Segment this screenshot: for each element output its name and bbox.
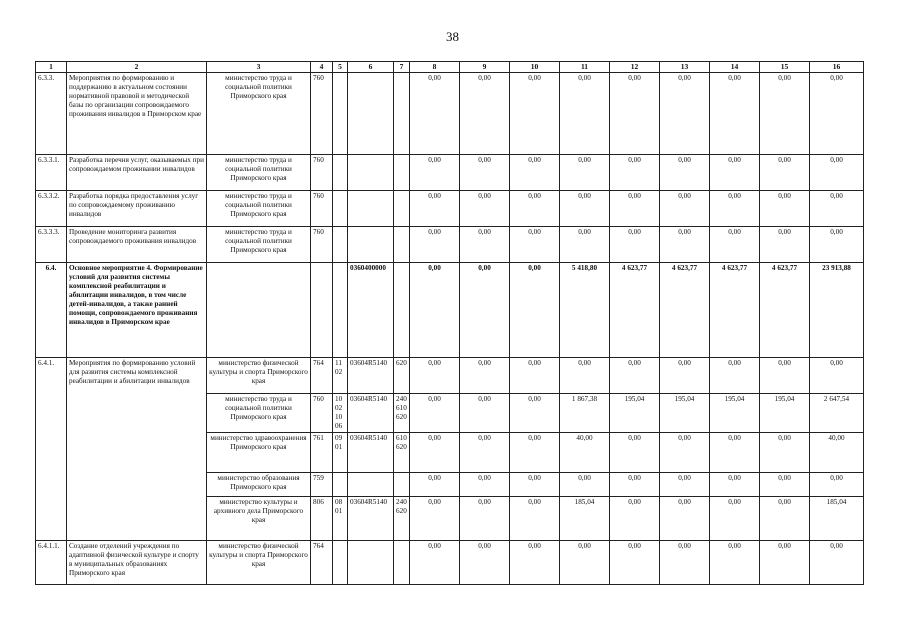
- amount-cell: 0,00: [710, 433, 760, 473]
- header-cell: 6: [348, 62, 394, 73]
- amount-cell: 0,00: [460, 433, 510, 473]
- row-number-cell: 6.3.3.: [36, 73, 67, 155]
- code-section-cell: [333, 191, 348, 227]
- amount-cell: 40,00: [560, 433, 610, 473]
- amount-cell: 0,00: [660, 191, 710, 227]
- amount-cell: 0,00: [560, 227, 610, 263]
- code-grbs-cell: 759: [311, 473, 333, 497]
- amount-cell: 0,00: [810, 358, 864, 394]
- code-expense-cell: [394, 227, 410, 263]
- row-number-cell: 6.3.3.2.: [36, 191, 67, 227]
- amount-cell: 0,00: [660, 73, 710, 155]
- code-grbs-cell: 760: [311, 155, 333, 191]
- amount-cell: 0,00: [760, 191, 810, 227]
- amount-cell: 40,00: [810, 433, 864, 473]
- code-target-cell: 03604R5140: [348, 394, 394, 433]
- amount-cell: 0,00: [460, 263, 510, 358]
- header-cell: 10: [510, 62, 560, 73]
- amount-cell: 0,00: [510, 541, 560, 585]
- header-cell: 2: [67, 62, 207, 73]
- amount-cell: 0,00: [760, 433, 810, 473]
- amount-cell: 0,00: [660, 155, 710, 191]
- table-row: [36, 73, 864, 155]
- amount-cell: 0,00: [660, 541, 710, 585]
- executor-cell: министерство труда и социальной политики Приморского края: [207, 191, 311, 227]
- code-target-cell: [348, 227, 394, 263]
- code-target-cell: [348, 155, 394, 191]
- page-number: 38: [446, 29, 459, 44]
- amount-cell: 0,00: [510, 227, 560, 263]
- amount-cell: 0,00: [460, 358, 510, 394]
- amount-cell: 0,00: [660, 433, 710, 473]
- code-section-cell: 0801: [333, 497, 348, 541]
- table-header-row: [36, 62, 864, 73]
- code-grbs-cell: 760: [311, 191, 333, 227]
- code-grbs-cell: [311, 263, 333, 358]
- amount-cell: 0,00: [510, 497, 560, 541]
- code-section-cell: 0901: [333, 433, 348, 473]
- executor-cell: министерство труда и социальной политики Приморского края: [207, 394, 311, 433]
- code-target-cell: [348, 191, 394, 227]
- header-cell: 1: [36, 62, 67, 73]
- row-number-cell: 6.4.1.1.: [36, 541, 67, 585]
- code-expense-cell: 610 620: [394, 433, 410, 473]
- code-target-cell: [348, 473, 394, 497]
- amount-cell: 0,00: [460, 394, 510, 433]
- amount-cell: 0,00: [810, 191, 864, 227]
- amount-cell: 0,00: [410, 155, 460, 191]
- activity-name-cell: Разработка перечня услуг, оказываемых при сопровождаемом проживании инвалидов: [67, 155, 207, 191]
- row-number-cell: 6.3.3.1.: [36, 155, 67, 191]
- amount-cell: 195,04: [610, 394, 660, 433]
- amount-cell: 0,00: [510, 473, 560, 497]
- amount-cell: 0,00: [410, 473, 460, 497]
- executor-cell: министерство труда и социальной политики Приморского края: [207, 227, 311, 263]
- amount-cell: 0,00: [710, 73, 760, 155]
- amount-cell: 0,00: [410, 73, 460, 155]
- amount-cell: 5 418,80: [560, 263, 610, 358]
- amount-cell: 0,00: [560, 541, 610, 585]
- amount-cell: 4 623,77: [660, 263, 710, 358]
- activity-name-cell: Проведение мониторинга развития сопровождаемого проживания инвалидов: [67, 227, 207, 263]
- amount-cell: 0,00: [610, 191, 660, 227]
- amount-cell: 0,00: [810, 73, 864, 155]
- amount-cell: 0,00: [460, 155, 510, 191]
- amount-cell: 0,00: [610, 155, 660, 191]
- code-grbs-cell: 760: [311, 227, 333, 263]
- amount-cell: 0,00: [510, 394, 560, 433]
- code-expense-cell: [394, 473, 410, 497]
- table-row: [36, 358, 864, 394]
- header-cell: 11: [560, 62, 610, 73]
- amount-cell: 0,00: [760, 473, 810, 497]
- executor-cell: министерство труда и социальной политики Приморского края: [207, 73, 311, 155]
- header-cell: 13: [660, 62, 710, 73]
- header-cell: 7: [394, 62, 410, 73]
- amount-cell: 0,00: [510, 358, 560, 394]
- activity-name-cell: Мероприятия по формированию условий для развития системы комплексной реабилитации и абилитации инвалидов: [67, 358, 207, 541]
- header-cell: 15: [760, 62, 810, 73]
- amount-cell: 0,00: [510, 73, 560, 155]
- amount-cell: 0,00: [760, 497, 810, 541]
- amount-cell: 0,00: [760, 155, 810, 191]
- code-target-cell: 03604R5140: [348, 497, 394, 541]
- row-number-cell: 6.3.3.3.: [36, 227, 67, 263]
- amount-cell: 195,04: [710, 394, 760, 433]
- amount-cell: 0,00: [710, 541, 760, 585]
- code-section-cell: 1002 1006: [333, 394, 348, 433]
- code-grbs-cell: 760: [311, 73, 333, 155]
- amount-cell: 4 623,77: [610, 263, 660, 358]
- activity-name-cell: Мероприятия по формированию и поддержанию в актуальном состоянии нормативной правовой и методической базы по организации сопровождаемого проживания инвалидов в Приморском крае: [67, 73, 207, 155]
- amount-cell: 0,00: [510, 433, 560, 473]
- code-section-cell: [333, 73, 348, 155]
- amount-cell: 1 867,38: [560, 394, 610, 433]
- amount-cell: 0,00: [710, 155, 760, 191]
- amount-cell: 0,00: [460, 473, 510, 497]
- amount-cell: 0,00: [710, 473, 760, 497]
- header-cell: 5: [333, 62, 348, 73]
- amount-cell: 0,00: [460, 497, 510, 541]
- table-row: [36, 191, 864, 227]
- amount-cell: 0,00: [460, 541, 510, 585]
- amount-cell: 185,04: [560, 497, 610, 541]
- code-grbs-cell: 806: [311, 497, 333, 541]
- amount-cell: 0,00: [560, 358, 610, 394]
- code-grbs-cell: 761: [311, 433, 333, 473]
- amount-cell: 0,00: [460, 191, 510, 227]
- amount-cell: 0,00: [410, 358, 460, 394]
- amount-cell: 4 623,77: [710, 263, 760, 358]
- header-cell: 9: [460, 62, 510, 73]
- amount-cell: 0,00: [560, 73, 610, 155]
- row-number-cell: 6.4.: [36, 263, 67, 358]
- budget-table: [35, 61, 864, 585]
- amount-cell: 0,00: [710, 358, 760, 394]
- amount-cell: 0,00: [410, 541, 460, 585]
- amount-cell: 0,00: [660, 497, 710, 541]
- code-section-cell: 1102: [333, 358, 348, 394]
- amount-cell: 0,00: [810, 227, 864, 263]
- code-target-cell: 0360400000: [348, 263, 394, 358]
- executor-cell: министерство труда и социальной политики Приморского края: [207, 155, 311, 191]
- amount-cell: 0,00: [560, 191, 610, 227]
- code-expense-cell: 240 620: [394, 497, 410, 541]
- amount-cell: 0,00: [410, 191, 460, 227]
- code-expense-cell: [394, 263, 410, 358]
- executor-cell: [207, 263, 311, 358]
- code-section-cell: [333, 473, 348, 497]
- amount-cell: 0,00: [810, 155, 864, 191]
- amount-cell: 0,00: [610, 541, 660, 585]
- header-cell: 14: [710, 62, 760, 73]
- amount-cell: 0,00: [410, 263, 460, 358]
- activity-name-cell: Основное мероприятие 4. Формирование условий для развития системы комплексной реабилитации и абилитации инвалидов, в том числе детей-инвалидов, а также ранней помощи, сопровождаемого проживания инвалидов в Приморском крае: [67, 263, 207, 358]
- amount-cell: 185,04: [810, 497, 864, 541]
- amount-cell: 0,00: [560, 473, 610, 497]
- header-cell: 12: [610, 62, 660, 73]
- amount-cell: 4 623,77: [760, 263, 810, 358]
- activity-name-cell: Разработка порядка предоставления услуг по сопровождаемому проживанию инвалидов: [67, 191, 207, 227]
- table-row: [36, 263, 864, 358]
- code-expense-cell: [394, 73, 410, 155]
- code-grbs-cell: 764: [311, 358, 333, 394]
- code-section-cell: [333, 541, 348, 585]
- amount-cell: 0,00: [710, 227, 760, 263]
- executor-cell: министерство культуры и архивного дела Приморского края: [207, 497, 311, 541]
- amount-cell: 0,00: [460, 73, 510, 155]
- code-expense-cell: [394, 191, 410, 227]
- code-target-cell: [348, 73, 394, 155]
- amount-cell: 0,00: [610, 358, 660, 394]
- amount-cell: 0,00: [410, 497, 460, 541]
- code-section-cell: [333, 263, 348, 358]
- code-expense-cell: [394, 155, 410, 191]
- amount-cell: 195,04: [760, 394, 810, 433]
- amount-cell: 0,00: [760, 227, 810, 263]
- table-row: [36, 227, 864, 263]
- amount-cell: 0,00: [610, 73, 660, 155]
- header-cell: 8: [410, 62, 460, 73]
- table-row: [36, 541, 864, 585]
- code-expense-cell: 620: [394, 358, 410, 394]
- amount-cell: 23 913,88: [810, 263, 864, 358]
- amount-cell: 195,04: [660, 394, 710, 433]
- header-cell: 16: [810, 62, 864, 73]
- code-expense-cell: 240 610 620: [394, 394, 410, 433]
- amount-cell: 0,00: [660, 358, 710, 394]
- code-target-cell: 03604R5140: [348, 433, 394, 473]
- header-cell: 3: [207, 62, 311, 73]
- executor-cell: министерство физической культуры и спорта Приморского края: [207, 358, 311, 394]
- code-target-cell: [348, 541, 394, 585]
- amount-cell: 0,00: [710, 191, 760, 227]
- amount-cell: 0,00: [610, 473, 660, 497]
- amount-cell: 0,00: [760, 541, 810, 585]
- amount-cell: 0,00: [510, 191, 560, 227]
- amount-cell: 0,00: [410, 227, 460, 263]
- code-grbs-cell: 760: [311, 394, 333, 433]
- header-cell: 4: [311, 62, 333, 73]
- executor-cell: министерство здравоохранения Приморского края: [207, 433, 311, 473]
- amount-cell: 0,00: [460, 227, 510, 263]
- amount-cell: 0,00: [410, 394, 460, 433]
- amount-cell: 0,00: [710, 497, 760, 541]
- amount-cell: 0,00: [510, 263, 560, 358]
- code-grbs-cell: 764: [311, 541, 333, 585]
- code-section-cell: [333, 227, 348, 263]
- code-expense-cell: [394, 541, 410, 585]
- amount-cell: 0,00: [560, 155, 610, 191]
- table-row: [36, 155, 864, 191]
- amount-cell: 0,00: [760, 73, 810, 155]
- code-section-cell: [333, 155, 348, 191]
- amount-cell: 0,00: [610, 227, 660, 263]
- amount-cell: 0,00: [610, 497, 660, 541]
- amount-cell: 0,00: [760, 358, 810, 394]
- amount-cell: 2 647,54: [810, 394, 864, 433]
- activity-name-cell: Создание отделений учреждения по адаптивной физической культуре и спорту в муниципальных образованиях Приморского края: [67, 541, 207, 585]
- row-number-cell: 6.4.1.: [36, 358, 67, 541]
- amount-cell: 0,00: [610, 433, 660, 473]
- amount-cell: 0,00: [660, 227, 710, 263]
- amount-cell: 0,00: [810, 473, 864, 497]
- executor-cell: министерство физической культуры и спорта Приморского края: [207, 541, 311, 585]
- code-target-cell: 03604R5140: [348, 358, 394, 394]
- amount-cell: 0,00: [510, 155, 560, 191]
- executor-cell: министерство образования Приморского края: [207, 473, 311, 497]
- amount-cell: 0,00: [810, 541, 864, 585]
- amount-cell: 0,00: [410, 433, 460, 473]
- amount-cell: 0,00: [660, 473, 710, 497]
